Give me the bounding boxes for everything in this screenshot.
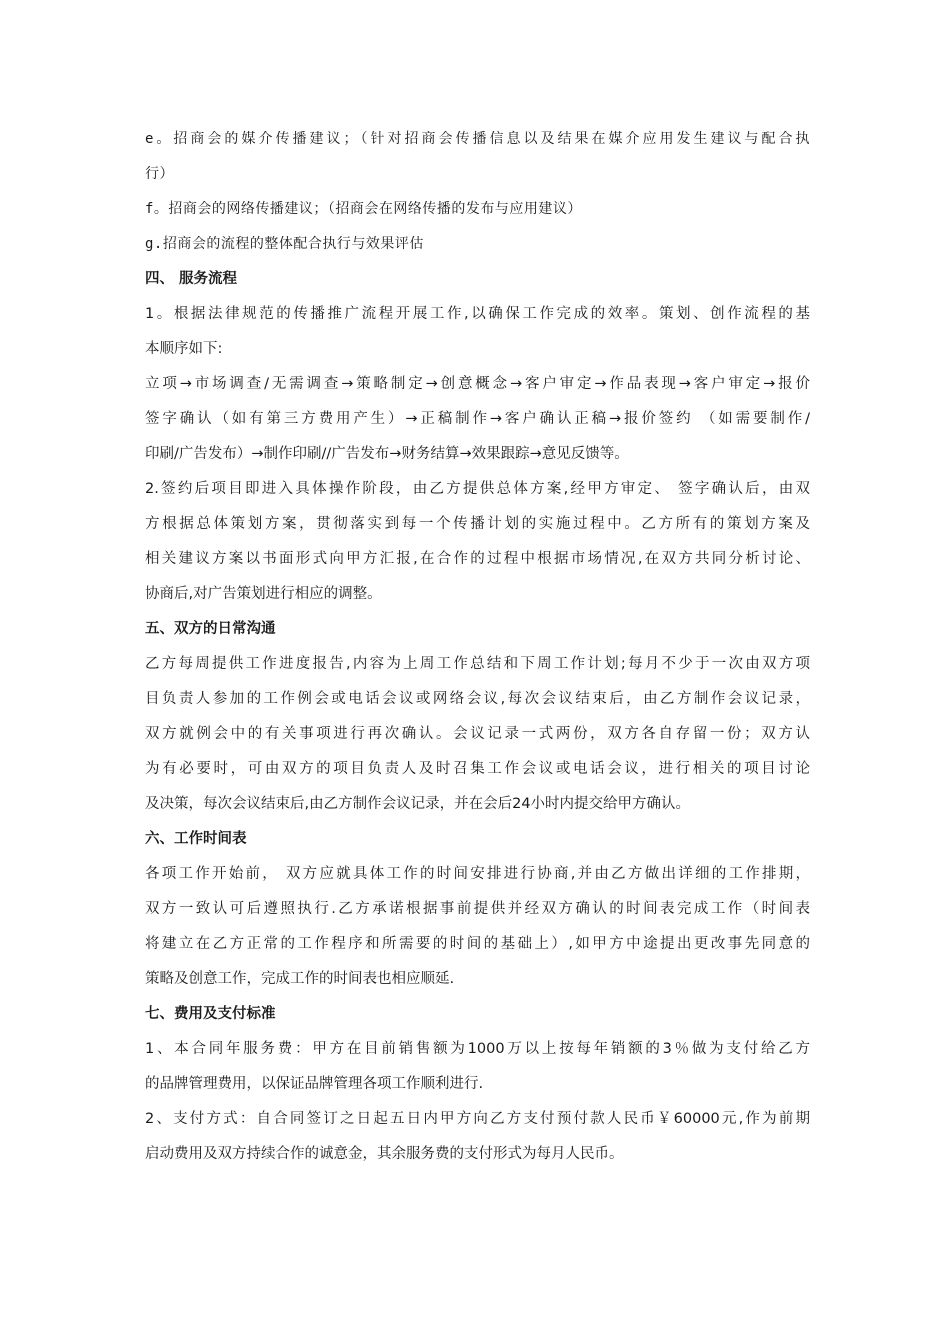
document-body	[145, 122, 810, 1172]
paragraph-line: 方根据总体策划方案，贯彻落实到每一个传播计划的实施过程中。乙方所有的策划方案及	[145, 516, 810, 532]
paragraph-line: 的品牌管理费用，以保证品牌管理各项工作顺利进行.	[145, 1076, 484, 1092]
paragraph-line: 1、本合同年服务费：甲方在目前销售额为1000万以上按每年销额的3％做为支付给乙方	[145, 1041, 810, 1057]
paragraph-line: 签字确认（如有第三方费用产生）→正稿制作→客户确认正稿→报价签约 （如需要制作/	[145, 411, 810, 427]
list-item-e: e。招商会的媒介传播建议；（针对招商会传播信息以及结果在媒介应用发生建议与配合执	[145, 131, 810, 147]
list-item-e-continuation: 行）	[145, 166, 174, 182]
paragraph-line: 启动费用及双方持续合作的诚意金，其余服务费的支付形式为每月人民币。	[145, 1146, 624, 1162]
paragraph-line: 目负责人参加的工作例会或电话会议或网络会议,每次会议结束后，由乙方制作会议记录，	[145, 691, 810, 707]
paragraph-line: 策略及创意工作，完成工作的时间表也相应顺延.	[145, 971, 455, 987]
paragraph-line: 2.签约后项目即进入具体操作阶段，由乙方提供总体方案,经甲方审定、 签字确认后，由双	[145, 481, 810, 497]
paragraph-line: 相关建议方案以书面形式向甲方汇报,在合作的过程中根据市场情况,在双方共同分析讨论、	[145, 551, 810, 567]
paragraph-line: 立项→市场调查/无需调查→策略制定→创意概念→客户审定→作品表现→客户审定→报价	[145, 376, 810, 392]
paragraph-line: 双方就例会中的有关事项进行再次确认。会议记录一式两份，双方各自存留一份；双方认	[145, 726, 810, 742]
paragraph-line: 及决策，每次会议结束后,由乙方制作会议记录，并在会后24小时内提交给甲方确认。	[145, 796, 691, 812]
section-heading-timeline: 六、工作时间表	[145, 831, 247, 847]
list-item-g: g.招商会的流程的整体配合执行与效果评估	[145, 236, 424, 252]
paragraph-line: 1。根据法律规范的传播推广流程开展工作,以确保工作完成的效率。策划、创作流程的基	[145, 306, 810, 322]
paragraph-line: 为有必要时，可由双方的项目负责人及时召集工作会议或电话会议，进行相关的项目讨论	[145, 761, 810, 777]
section-heading-fees: 七、费用及支付标准	[145, 1006, 276, 1022]
paragraph-line: 双方一致认可后遵照执行.乙方承诺根据事前提供并经双方确认的时间表完成工作（时间表	[145, 901, 810, 917]
paragraph-line: 协商后,对广告策划进行相应的调整。	[145, 586, 382, 602]
list-item-f: f。招商会的网络传播建议；（招商会在网络传播的发布与应用建议）	[145, 201, 582, 217]
section-heading-service-process: 四、 服务流程	[145, 271, 238, 287]
section-heading-daily-communication: 五、双方的日常沟通	[145, 621, 276, 637]
paragraph-line: 印刷/广告发布）→制作印刷//广告发布→财务结算→效果跟踪→意见反馈等。	[145, 446, 629, 462]
paragraph-line: 2、支付方式：自合同签订之日起五日内甲方向乙方支付预付款人民币￥60000元,作为前期	[145, 1111, 810, 1127]
paragraph-line: 本顺序如下:	[145, 341, 223, 357]
paragraph-line: 各项工作开始前， 双方应就具体工作的时间安排进行协商,并由乙方做出详细的工作排期，	[145, 866, 810, 882]
paragraph-line: 乙方每周提供工作进度报告,内容为上周工作总结和下周工作计划;每月不少于一次由双方项	[145, 656, 810, 672]
paragraph-line: 将建立在乙方正常的工作程序和所需要的时间的基础上）,如甲方中途提出更改事先同意的	[145, 936, 810, 952]
